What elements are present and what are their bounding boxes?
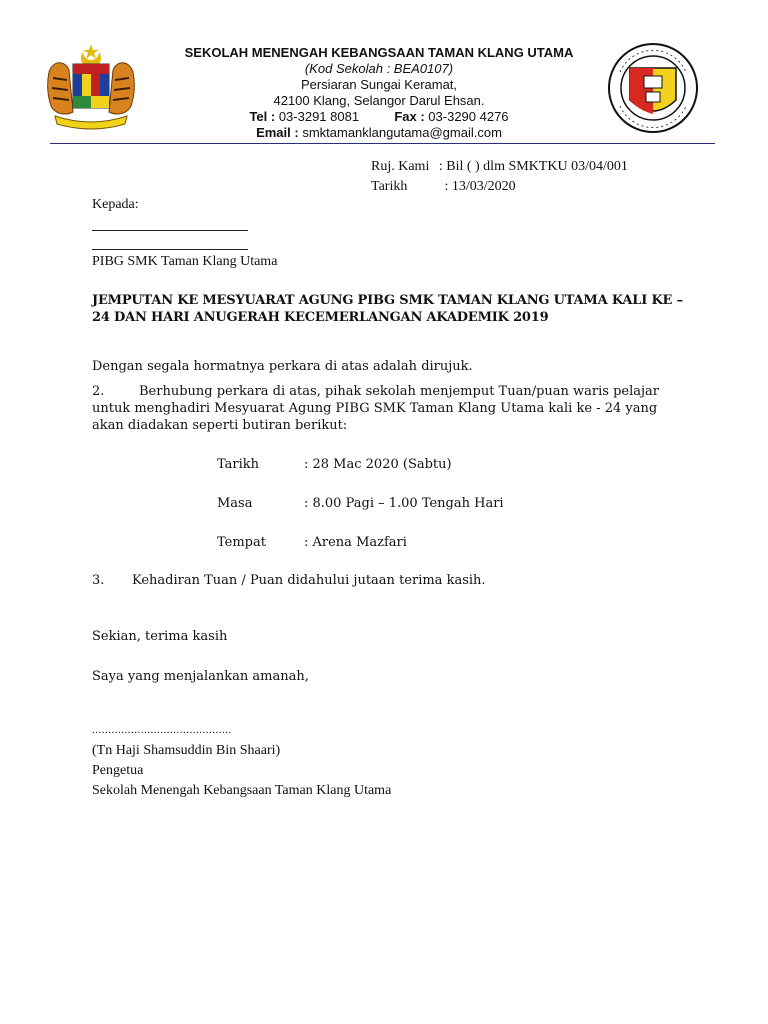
school-name: SEKOLAH MENENGAH KEBANGSAAN TAMAN KLANG UTAMA (184, 45, 574, 60)
paragraph-3-number: 3. (92, 573, 105, 588)
email-value: smktamanklangutama@gmail.com (302, 125, 502, 140)
address-line-2: 42100 Klang, Selangor Darul Ehsan. (273, 93, 485, 108)
detail-tarikh-label: Tarikh (217, 457, 260, 472)
subject-line-1: JEMPUTAN KE MESYUARAT AGUNG PIBG SMK TAMAN KLANG UTAMA KALI KE – (92, 293, 683, 308)
ruj-row (371, 157, 628, 177)
paragraph-1: Dengan segala hormatnya perkara di atas adalah dirujuk. (92, 359, 473, 374)
tarikh-value: : 13/03/2020 (444, 179, 516, 194)
school-crest-logo (606, 42, 700, 134)
signature-dots: ........................................... (92, 724, 232, 736)
detail-masa-label: Masa (217, 496, 253, 511)
signatory-name: (Tn Haji Shamsuddin Bin Shaari) (92, 743, 281, 758)
reference-block (371, 157, 628, 197)
paragraph-2-line-1: Berhubung perkara di atas, pihak sekolah menjemput Tuan/puan waris pelajar (139, 384, 660, 399)
email-line (160, 125, 598, 141)
recipient-org: PIBG SMK Taman Klang Utama (92, 254, 278, 269)
paragraph-2-line-2: untuk menghadiri Mesyuarat Agung PIBG SMK Taman Klang Utama kali ke - 24 yang (92, 401, 658, 416)
fax-value: 03-3290 4276 (428, 109, 509, 124)
signatory-school: Sekolah Menengah Kebangsaan Taman Klang Utama (92, 783, 392, 798)
ruj-label: Ruj. Kami (371, 159, 430, 174)
subject-line-2: 24 DAN HARI ANUGERAH KECEMERLANGAN AKADEMIK 2019 (92, 310, 549, 325)
detail-tarikh-value: : 28 Mac 2020 (Sabtu) (304, 457, 452, 472)
fax-label: Fax : (394, 109, 425, 124)
detail-tempat-value: : Arena Mazfari (304, 535, 407, 550)
coat-of-arms-logo (45, 42, 137, 130)
address-blank-line-1 (92, 230, 248, 231)
kepada-label: Kepada: (92, 197, 139, 212)
detail-masa-value: : 8.00 Pagi – 1.00 Tengah Hari (304, 496, 504, 511)
address-line-1: Persiaran Sungai Keramat, (300, 77, 458, 92)
address-blank-line-2 (92, 249, 248, 250)
paragraph-2-line-3: akan diadakan seperti butiran berikut: (92, 418, 348, 433)
signatory-title: Pengetua (92, 763, 144, 778)
ruj-value: : Bil ( ) dlm SMKTKU 03/04/001 (438, 159, 628, 174)
school-code: (Kod Sekolah : BEA0107) (304, 61, 454, 76)
tarikh-row (371, 177, 628, 197)
closing-amanah: Saya yang menjalankan amanah, (92, 669, 309, 684)
paragraph-3-text: Kehadiran Tuan / Puan didahului jutaan terima kasih. (132, 573, 486, 588)
tel-value: 03-3291 8081 (278, 109, 360, 124)
letterhead (160, 45, 598, 141)
email-label: Email : (256, 125, 299, 140)
paragraph-2-number: 2. (92, 384, 105, 399)
tarikh-label: Tarikh (371, 179, 408, 194)
closing-sekian: Sekian, terima kasih (92, 629, 228, 644)
detail-tempat-label: Tempat (217, 535, 266, 550)
phone-fax-line (160, 109, 598, 125)
letterhead-divider (50, 143, 715, 144)
tel-label: Tel : (249, 109, 276, 124)
